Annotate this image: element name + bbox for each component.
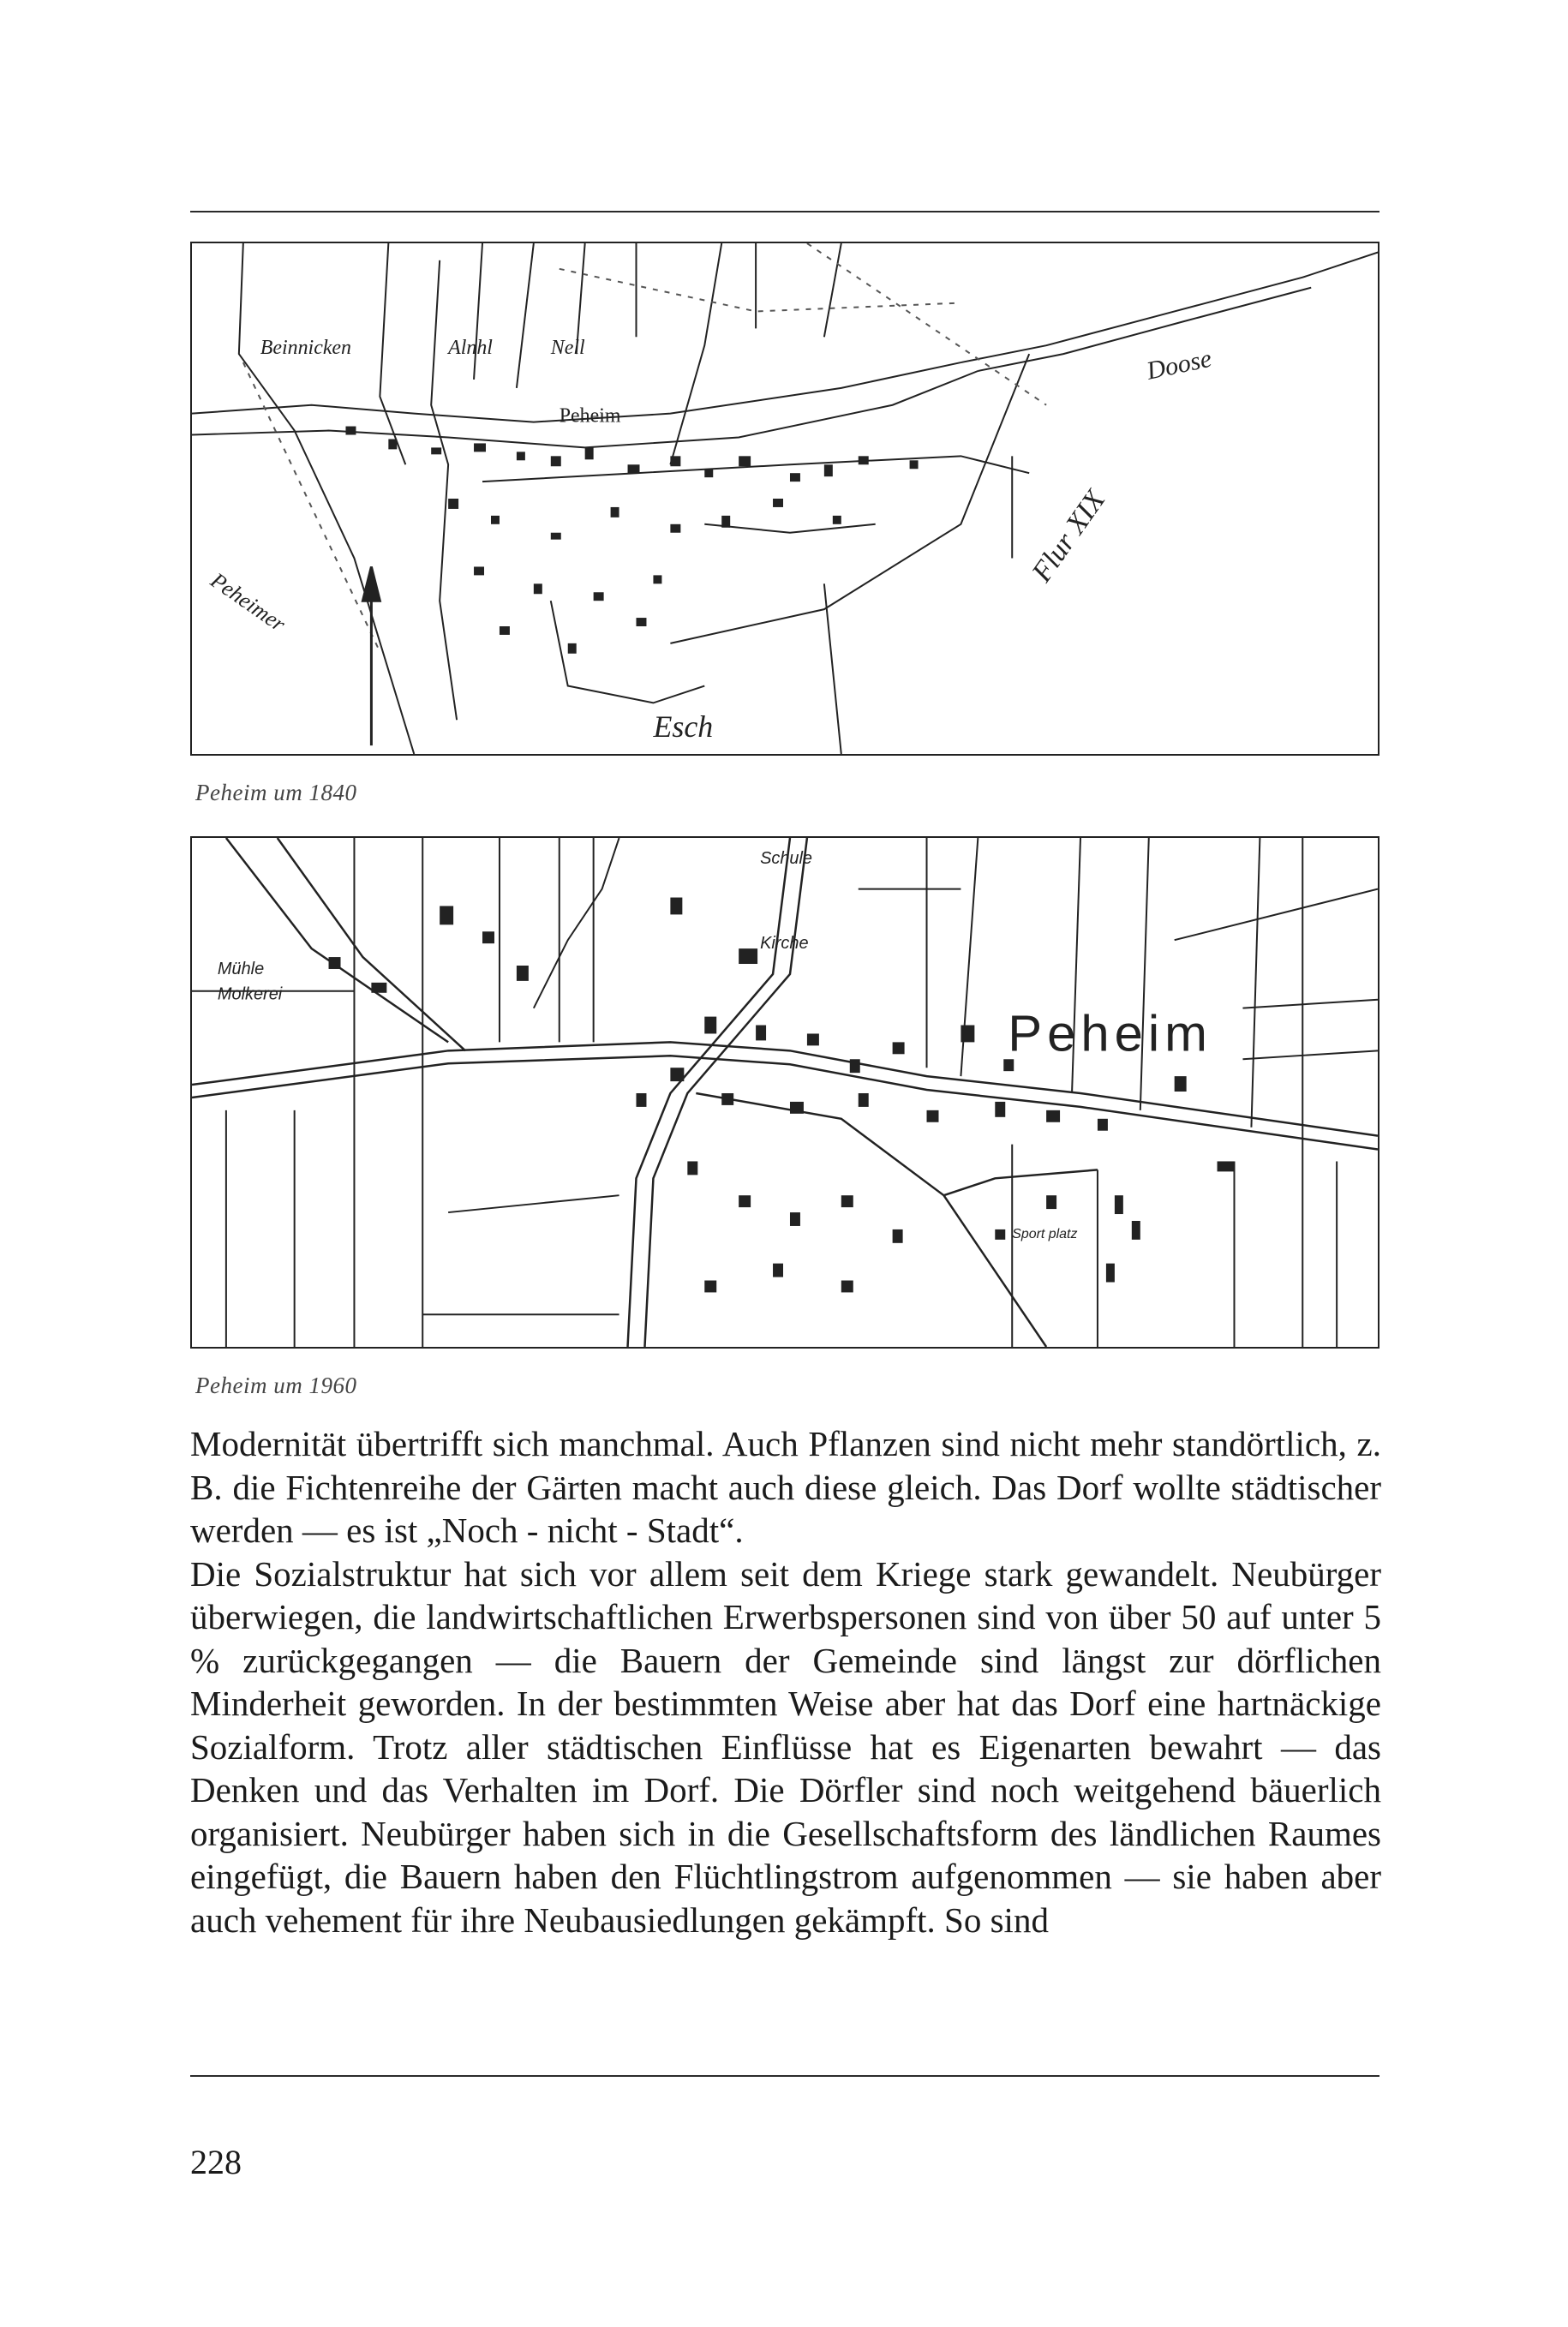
- map-1840-label-beinnicken: Beinnicken: [260, 337, 352, 360]
- map-1960-label-kirche: Kirche: [760, 934, 809, 954]
- map-1840-label-esch: Esch: [653, 709, 714, 745]
- paragraph-2: Die Sozialstruktur hat sich vor allem seit dem Kriege stark gewandelt. Neubürger überwiegen, die landwirtschaftlichen Erwerbspersonen sind von über 50 auf unter 5 % zurückgegangen — die Bauern der Gemeinde sind längst zur dörflichen Minderheit geworden. In der bestimmten Weise aber hat das Dorf eine hartnäckige Sozialform. Trotz aller städtischen Einflüsse hat es Eigenarten bewahrt — das Denken und das Verhalten im Dorf. Die Dörfler sind noch weitgehend bäuerlich organisiert. Neubürger haben sich in die Gesellschaftsform des ländlichen Raumes eingefügt, die Bauern haben den Flüchtlingstrom aufgenommen — sie haben aber auch vehement für ihre Neubausiedlungen gekämpft. So sind: [190, 1553, 1381, 1940]
- map-1840-drawing: [192, 243, 1378, 754]
- map-1960-label-peheim: Peheim: [1008, 1004, 1212, 1062]
- map-1840-caption: Peheim um 1840: [195, 780, 357, 805]
- map-1960-label-sportplatz: Sport platz: [1012, 1226, 1078, 1241]
- paragraph-1: Modernität übertrifft sich manchmal. Auch Pflanzen sind nicht mehr standörtlich, z. B. die Fichtenreihe der Gärten macht auch diese gleich. Das Dorf wollte städtischer werden — es ist „Noch - nicht - Stadt“.: [190, 1424, 1381, 1550]
- page-number: 228: [190, 2143, 242, 2181]
- map-1840-label-peheim: Peheim: [559, 404, 621, 428]
- map-1960-caption: Peheim um 1960: [195, 1373, 357, 1398]
- map-1840-label-flur: Flur XIX: [1026, 484, 1112, 588]
- map-1960-label-schule: Schule: [760, 848, 813, 868]
- map-1840-label-peheimer: Peheimer: [206, 567, 290, 637]
- map-peheim-1840: [190, 242, 1379, 756]
- map-1960-label-molkerei: Molkerei: [217, 984, 283, 1004]
- bottom-rule: [190, 2075, 1379, 2077]
- map-1840-label-doose: Doose: [1144, 344, 1214, 386]
- body-text: [190, 1422, 1381, 1941]
- north-arrow-icon: [362, 566, 380, 745]
- top-rule: [190, 211, 1379, 212]
- map-1840-label-nell: Nell: [550, 337, 585, 360]
- map-1840-label-alnhl: Alnhl: [448, 337, 493, 360]
- map-1960-label-muehle: Mühle: [217, 959, 265, 978]
- map-1960-drawing: [192, 838, 1378, 1347]
- map-peheim-1960: [190, 836, 1379, 1349]
